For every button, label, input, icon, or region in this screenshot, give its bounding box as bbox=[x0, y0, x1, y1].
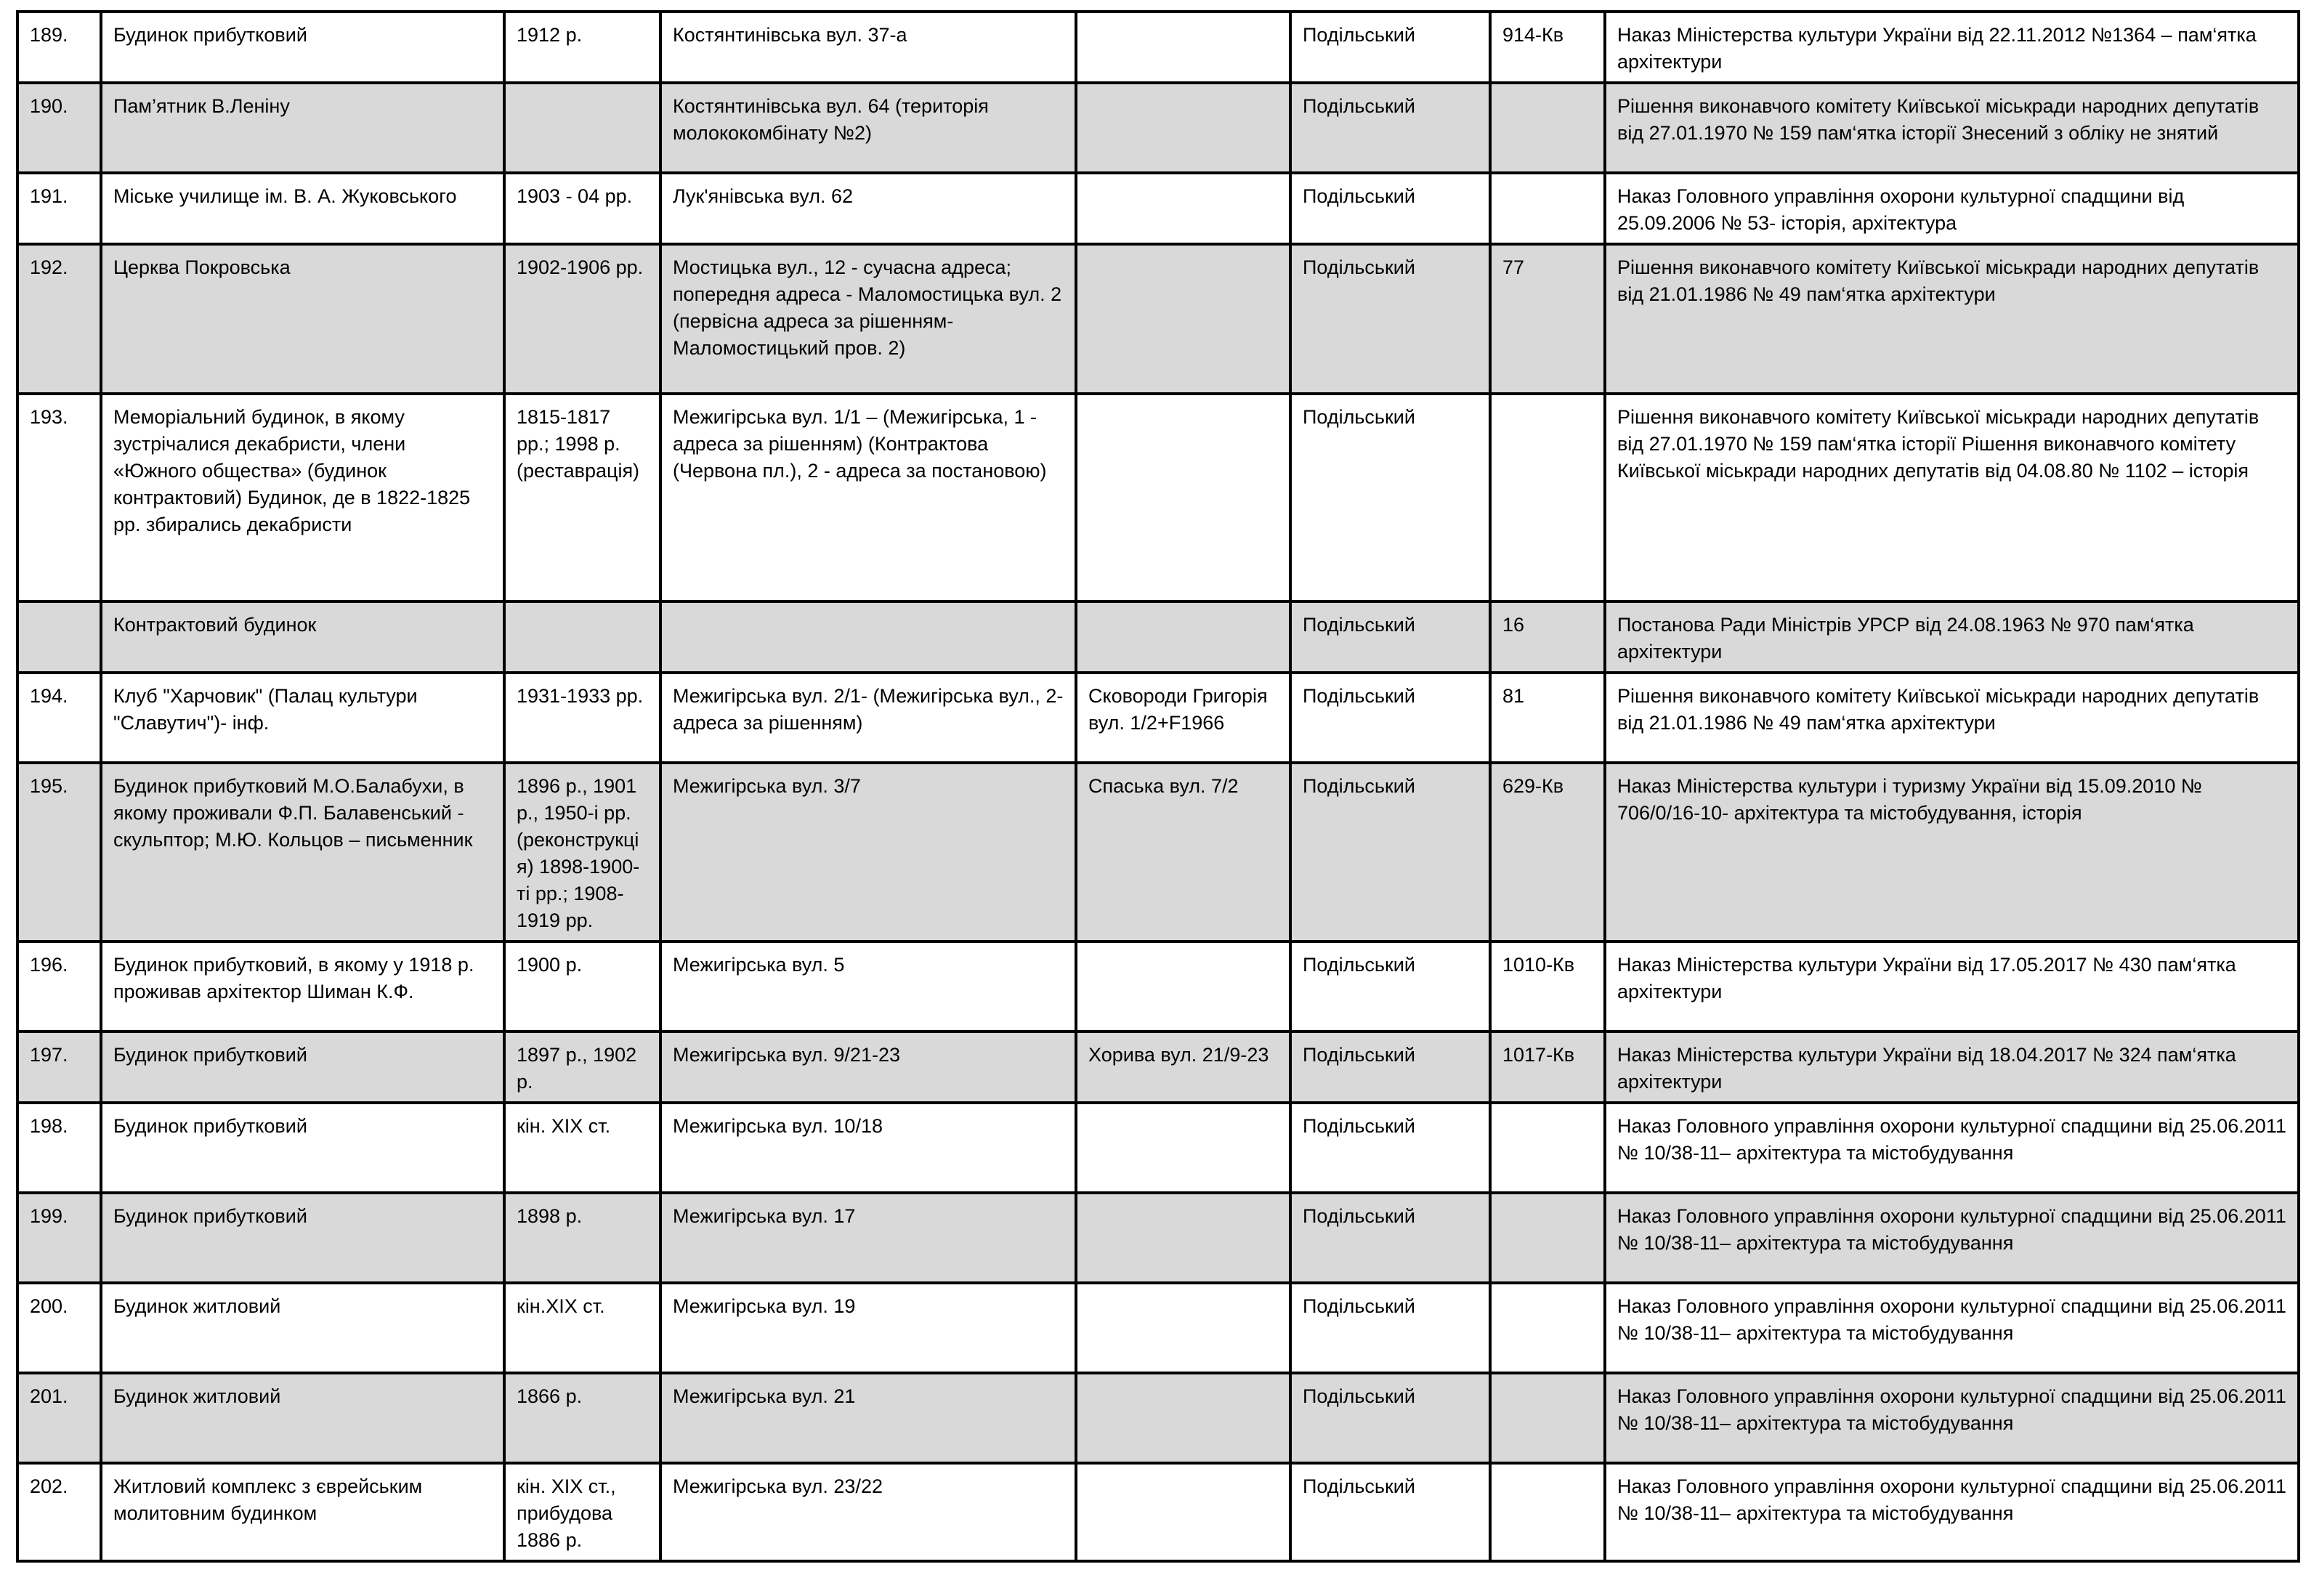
district: Подільський bbox=[1290, 244, 1490, 394]
district: Подільський bbox=[1290, 601, 1490, 673]
registry-number bbox=[1490, 83, 1605, 173]
protection-document: Наказ Головного управління охорони культурної спадщини від 25.09.2006 № 53- історія, архітектура bbox=[1605, 173, 2299, 244]
alternate-address bbox=[1076, 1283, 1290, 1373]
alternate-address bbox=[1076, 12, 1290, 83]
row-number: 202. bbox=[17, 1463, 101, 1561]
address: Межигірська вул. 23/22 bbox=[660, 1463, 1076, 1561]
address: Межигірська вул. 9/21-23 bbox=[660, 1032, 1076, 1103]
protection-document: Наказ Міністерства культури України від 22.11.2012 №1364 – пам‘ятка архітектури bbox=[1605, 12, 2299, 83]
protection-document: Рішення виконавчого комітету Київської міськради народних депутатів від 21.01.1986 № 49 пам‘ятка архітектури bbox=[1605, 673, 2299, 763]
row-number: 195. bbox=[17, 763, 101, 941]
monument-name: Будинок прибутковий, в якому у 1918 р. проживав архітектор Шиман К.Ф. bbox=[101, 941, 504, 1032]
protection-document: Рішення виконавчого комітету Київської міськради народних депутатів від 27.01.1970 № 159 пам‘ятка історії Рішення виконавчого комітету Київської міськради народних депутатів від 04.08.80 № 1102 – історія bbox=[1605, 394, 2299, 601]
address: Лук'янівська вул. 62 bbox=[660, 173, 1076, 244]
address: Межигірська вул. 5 bbox=[660, 941, 1076, 1032]
registry-number: 914-Кв bbox=[1490, 12, 1605, 83]
address: Межигірська вул. 21 bbox=[660, 1373, 1076, 1463]
construction-date: кін.ХІХ ст. bbox=[504, 1283, 660, 1373]
row-number: 190. bbox=[17, 83, 101, 173]
alternate-address bbox=[1076, 394, 1290, 601]
row-number: 194. bbox=[17, 673, 101, 763]
table-row bbox=[17, 173, 2299, 244]
alternate-address bbox=[1076, 1193, 1290, 1283]
district: Подільський bbox=[1290, 1032, 1490, 1103]
address: Мостицька вул., 12 - сучасна адреса; попередня адреса - Маломостицька вул. 2 (первісна адреса за рішенням-Маломостицький пров. 2) bbox=[660, 244, 1076, 394]
table-row bbox=[17, 601, 2299, 673]
monument-name: Будинок прибутковий bbox=[101, 12, 504, 83]
construction-date: 1898 р. bbox=[504, 1193, 660, 1283]
table-row bbox=[17, 673, 2299, 763]
protection-document: Наказ Міністерства культури України від 17.05.2017 № 430 пам‘ятка архітектури bbox=[1605, 941, 2299, 1032]
district: Подільський bbox=[1290, 173, 1490, 244]
district: Подільський bbox=[1290, 1373, 1490, 1463]
district: Подільський bbox=[1290, 941, 1490, 1032]
registry-number: 1010-Кв bbox=[1490, 941, 1605, 1032]
registry-number bbox=[1490, 1283, 1605, 1373]
district: Подільський bbox=[1290, 1283, 1490, 1373]
table-row bbox=[17, 1283, 2299, 1373]
table-row bbox=[17, 1193, 2299, 1283]
monument-name: Церква Покровська bbox=[101, 244, 504, 394]
alternate-address bbox=[1076, 83, 1290, 173]
alternate-address bbox=[1076, 1373, 1290, 1463]
monument-name: Будинок житловий bbox=[101, 1283, 504, 1373]
alternate-address bbox=[1076, 173, 1290, 244]
district: Подільський bbox=[1290, 673, 1490, 763]
construction-date: кін. ХІХ ст., прибудова 1886 р. bbox=[504, 1463, 660, 1561]
row-number: 193. bbox=[17, 394, 101, 601]
district: Подільський bbox=[1290, 1463, 1490, 1561]
registry-number: 77 bbox=[1490, 244, 1605, 394]
protection-document: Наказ Головного управління охорони культурної спадщини від 25.06.2011 № 10/38-11– архітектура та містобудування bbox=[1605, 1193, 2299, 1283]
registry-number: 629-Кв bbox=[1490, 763, 1605, 941]
row-number: 200. bbox=[17, 1283, 101, 1373]
construction-date: 1815-1817 рр.; 1998 р. (реставрація) bbox=[504, 394, 660, 601]
table-row bbox=[17, 394, 2299, 601]
alternate-address bbox=[1076, 244, 1290, 394]
construction-date: 1902-1906 рр. bbox=[504, 244, 660, 394]
monuments-table bbox=[16, 10, 2300, 1563]
construction-date: 1896 р., 1901 р., 1950-і рр. (реконструкція) 1898-1900-ті рр.; 1908-1919 рр. bbox=[504, 763, 660, 941]
construction-date: 1903 - 04 рр. bbox=[504, 173, 660, 244]
registry-number bbox=[1490, 173, 1605, 244]
address: Костянтинівська вул. 37-а bbox=[660, 12, 1076, 83]
monument-name: Житловий комплекс з єврейським молитовним будинком bbox=[101, 1463, 504, 1561]
row-number: 201. bbox=[17, 1373, 101, 1463]
registry-number bbox=[1490, 1103, 1605, 1193]
table-row bbox=[17, 763, 2299, 941]
protection-document: Наказ Головного управління охорони культурної спадщини від 25.06.2011 № 10/38-11– архітектура та містобудування bbox=[1605, 1283, 2299, 1373]
construction-date: 1912 р. bbox=[504, 12, 660, 83]
district: Подільський bbox=[1290, 1103, 1490, 1193]
row-number: 191. bbox=[17, 173, 101, 244]
monument-name: Міське училище ім. В. А. Жуковського bbox=[101, 173, 504, 244]
table-row bbox=[17, 1373, 2299, 1463]
registry-number bbox=[1490, 394, 1605, 601]
monument-name: Пам’ятник В.Леніну bbox=[101, 83, 504, 173]
construction-date: кін. ХІХ ст. bbox=[504, 1103, 660, 1193]
registry-number: 81 bbox=[1490, 673, 1605, 763]
alternate-address bbox=[1076, 941, 1290, 1032]
construction-date: 1897 р., 1902 р. bbox=[504, 1032, 660, 1103]
table-row bbox=[17, 1463, 2299, 1561]
address: Межигірська вул. 3/7 bbox=[660, 763, 1076, 941]
protection-document: Постанова Ради Міністрів УРСР від 24.08.1963 № 970 пам‘ятка архітектури bbox=[1605, 601, 2299, 673]
address: Межигірська вул. 2/1- (Межигірська вул., 2- адреса за рішенням) bbox=[660, 673, 1076, 763]
construction-date: 1931-1933 рр. bbox=[504, 673, 660, 763]
address: Межигірська вул. 19 bbox=[660, 1283, 1076, 1373]
protection-document: Наказ Головного управління охорони культурної спадщини від 25.06.2011 № 10/38-11– архітектура та містобудування bbox=[1605, 1463, 2299, 1561]
row-number: 192. bbox=[17, 244, 101, 394]
alternate-address: Спаська вул. 7/2 bbox=[1076, 763, 1290, 941]
monument-name: Меморіальний будинок, в якому зустрічалися декабристи, члени «Южного общества» (будинок контрактовий) Будинок, де в 1822-1825 рр. збирались декабристи bbox=[101, 394, 504, 601]
table-row bbox=[17, 941, 2299, 1032]
table-row bbox=[17, 244, 2299, 394]
row-number: 189. bbox=[17, 12, 101, 83]
address bbox=[660, 601, 1076, 673]
district: Подільський bbox=[1290, 1193, 1490, 1283]
address: Межигірська вул. 10/18 bbox=[660, 1103, 1076, 1193]
registry-number bbox=[1490, 1193, 1605, 1283]
alternate-address bbox=[1076, 601, 1290, 673]
construction-date bbox=[504, 601, 660, 673]
district: Подільський bbox=[1290, 394, 1490, 601]
monument-name: Будинок прибутковий М.О.Балабухи, в якому проживали Ф.П. Балавенський - скульптор; М.Ю. Кольцов – письменник bbox=[101, 763, 504, 941]
alternate-address: Хорива вул. 21/9-23 bbox=[1076, 1032, 1290, 1103]
monument-name: Будинок житловий bbox=[101, 1373, 504, 1463]
table-row bbox=[17, 1103, 2299, 1193]
row-number: 196. bbox=[17, 941, 101, 1032]
protection-document: Наказ Головного управління охорони культурної спадщини від 25.06.2011 № 10/38-11– архітектура та містобудування bbox=[1605, 1373, 2299, 1463]
protection-document: Наказ Міністерства культури України від 18.04.2017 № 324 пам‘ятка архітектури bbox=[1605, 1032, 2299, 1103]
table-row bbox=[17, 83, 2299, 173]
district: Подільський bbox=[1290, 12, 1490, 83]
registry-number: 16 bbox=[1490, 601, 1605, 673]
row-number: 197. bbox=[17, 1032, 101, 1103]
district: Подільський bbox=[1290, 83, 1490, 173]
table-row bbox=[17, 1032, 2299, 1103]
monument-name: Будинок прибутковий bbox=[101, 1032, 504, 1103]
monuments-register-sheet bbox=[16, 10, 2297, 1563]
protection-document: Наказ Головного управління охорони культурної спадщини від 25.06.2011 № 10/38-11– архітектура та містобудування bbox=[1605, 1103, 2299, 1193]
construction-date: 1866 р. bbox=[504, 1373, 660, 1463]
protection-document: Рішення виконавчого комітету Київської міськради народних депутатів від 21.01.1986 № 49 пам‘ятка архітектури bbox=[1605, 244, 2299, 394]
table-row bbox=[17, 12, 2299, 83]
alternate-address: Сковороди Григорія вул. 1/2+F1966 bbox=[1076, 673, 1290, 763]
address: Костянтинівська вул. 64 (територія молококомбінату №2) bbox=[660, 83, 1076, 173]
row-number: 199. bbox=[17, 1193, 101, 1283]
construction-date bbox=[504, 83, 660, 173]
registry-number: 1017-Кв bbox=[1490, 1032, 1605, 1103]
alternate-address bbox=[1076, 1463, 1290, 1561]
row-number bbox=[17, 601, 101, 673]
district: Подільський bbox=[1290, 763, 1490, 941]
address: Межигірська вул. 17 bbox=[660, 1193, 1076, 1283]
registry-number bbox=[1490, 1463, 1605, 1561]
registry-number bbox=[1490, 1373, 1605, 1463]
monument-name: Будинок прибутковий bbox=[101, 1103, 504, 1193]
monument-name: Контрактовий будинок bbox=[101, 601, 504, 673]
alternate-address bbox=[1076, 1103, 1290, 1193]
protection-document: Рішення виконавчого комітету Київської міськради народних депутатів від 27.01.1970 № 159 пам‘ятка історії Знесений з обліку не знятий bbox=[1605, 83, 2299, 173]
monument-name: Будинок прибутковий bbox=[101, 1193, 504, 1283]
address: Межигірська вул. 1/1 – (Межигірська, 1 - адреса за рішенням) (Контрактова (Червона пл.), 2 - адреса за постановою) bbox=[660, 394, 1076, 601]
protection-document: Наказ Міністерства культури і туризму України від 15.09.2010 № 706/0/16-10- архітектура та містобудування, історія bbox=[1605, 763, 2299, 941]
construction-date: 1900 р. bbox=[504, 941, 660, 1032]
monument-name: Клуб "Харчовик" (Палац культури "Славутич")- інф. bbox=[101, 673, 504, 763]
row-number: 198. bbox=[17, 1103, 101, 1193]
